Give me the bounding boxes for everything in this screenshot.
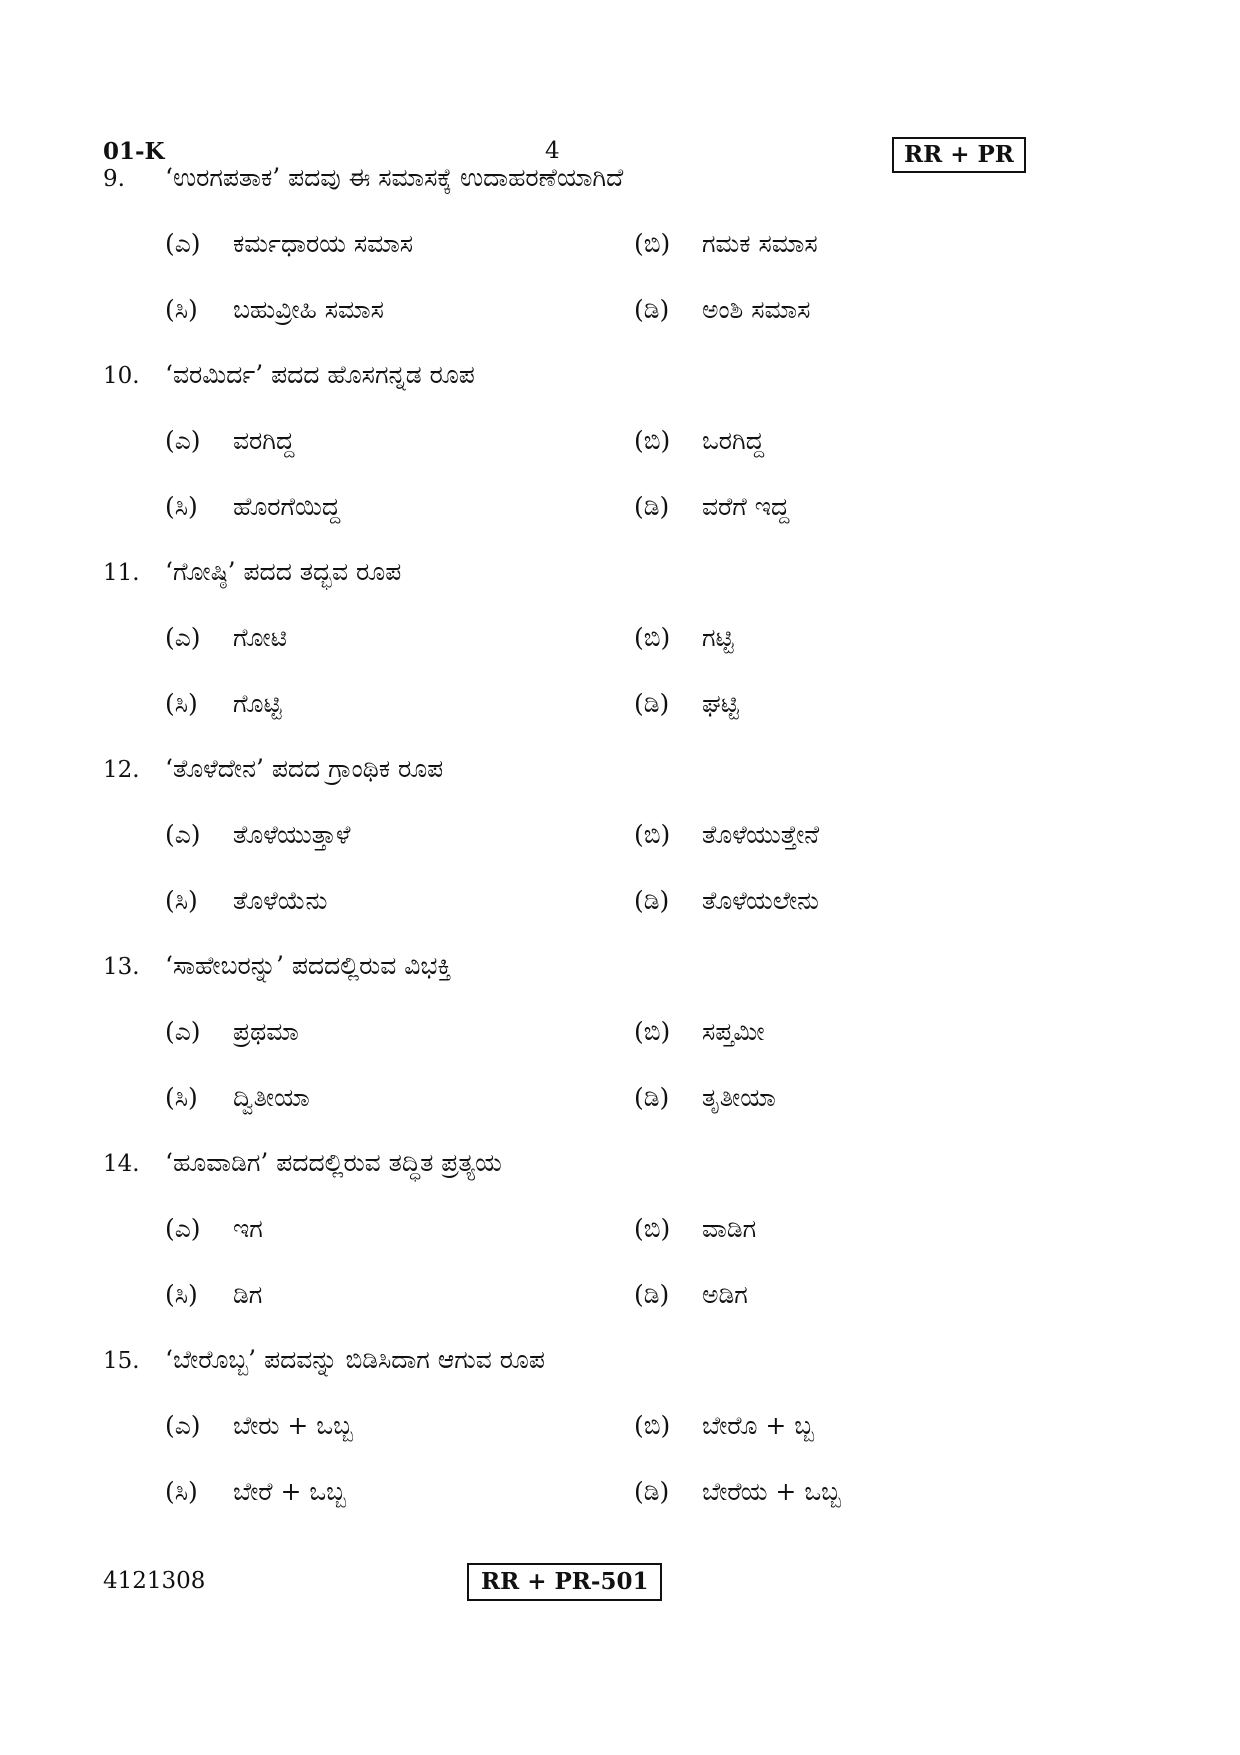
- question-number: 9.: [103, 166, 125, 192]
- question-number: 15.: [103, 1348, 140, 1374]
- option-text: ಅಂಶಿ ಸಮಾಸ: [702, 295, 811, 324]
- option-text: ಸಪ್ತಮೀ: [702, 1017, 765, 1046]
- option-a: [165, 1017, 634, 1047]
- option-label: (ಬಿ): [634, 1017, 671, 1046]
- option-c: [165, 1477, 634, 1507]
- option-d: [634, 1280, 1103, 1310]
- option-label: (ಡಿ): [634, 886, 670, 915]
- page-number: 4: [545, 138, 560, 164]
- option-label: (ಎ): [165, 1214, 201, 1243]
- footer-paper-box: RR + PR-501: [467, 1563, 662, 1601]
- option-a: [165, 820, 634, 850]
- option-label: (ಸಿ): [165, 1477, 198, 1506]
- question-12: [103, 754, 1103, 926]
- option-text: ದ್ವಿತೀಯಾ: [233, 1083, 310, 1112]
- option-text: ಬೇರೆಯ + ಒಬ್ಬ: [702, 1477, 841, 1506]
- question-number: 10.: [103, 363, 140, 389]
- question-text: ‘ತೊಳೆದೇನ’ ಪದದ ಗ್ರಾಂಥಿಕ ರೂಪ: [165, 754, 444, 783]
- option-text: ಬೇರು + ಒಬ್ಬ: [233, 1411, 353, 1440]
- option-b: [634, 1017, 1103, 1047]
- option-text: ಇಗ: [233, 1214, 263, 1243]
- option-text: ವರಗಿದ್ದ: [233, 426, 295, 455]
- question-13: [103, 951, 1103, 1123]
- option-c: [165, 886, 634, 916]
- option-text: ಕರ್ಮಧಾರಯ ಸಮಾಸ: [233, 229, 414, 258]
- option-label: (ಡಿ): [634, 1280, 670, 1309]
- option-text: ತೊಳೆಯೆನು: [233, 886, 328, 915]
- question-11: [103, 557, 1103, 729]
- paper-type-box: RR + PR: [892, 137, 1026, 173]
- option-d: [634, 886, 1103, 916]
- option-label: (ಬಿ): [634, 820, 671, 849]
- option-b: [634, 623, 1103, 653]
- option-d: [634, 492, 1103, 522]
- option-label: (ಎ): [165, 820, 201, 849]
- option-text: ಒರಗಿದ್ದ: [702, 426, 765, 455]
- option-b: [634, 820, 1103, 850]
- question-number: 14.: [103, 1151, 140, 1177]
- option-label: (ಸಿ): [165, 886, 198, 915]
- option-text: ಘಟ್ಟಿ: [702, 689, 739, 718]
- question-text: ‘ಉರಗಪತಾಕ’ ಪದವು ಈ ಸಮಾಸಕ್ಕೆ ಉದಾಹರಣೆಯಾಗಿದೆ: [165, 163, 624, 192]
- option-a: [165, 623, 634, 653]
- option-c: [165, 295, 634, 325]
- option-label: (ಬಿ): [634, 1411, 671, 1440]
- question-text: ‘ಹೂವಾಡಿಗ’ ಪದದಲ್ಲಿರುವ ತದ್ಧಿತ ಪ್ರತ್ಯಯ: [165, 1148, 502, 1177]
- question-15: [103, 1345, 1103, 1517]
- question-text: ‘ಬೇರೊಬ್ಬ’ ಪದವನ್ನು ಬಿಡಿಸಿದಾಗ ಆಗುವ ರೂಪ: [165, 1345, 545, 1374]
- question-14: [103, 1148, 1103, 1320]
- paper-code: 01-K: [103, 138, 165, 165]
- option-label: (ಸಿ): [165, 295, 198, 324]
- option-a: [165, 229, 634, 259]
- option-text: ಅಡಿಗ: [702, 1280, 748, 1309]
- option-label: (ಡಿ): [634, 1083, 670, 1112]
- option-b: [634, 229, 1103, 259]
- option-label: (ಡಿ): [634, 689, 670, 718]
- option-c: [165, 1280, 634, 1310]
- option-text: ಬೇರೆ + ಒಬ್ಬ: [233, 1477, 346, 1506]
- question-9: [103, 163, 1103, 335]
- option-d: [634, 1477, 1103, 1507]
- question-10: [103, 360, 1103, 532]
- option-label: (ಎ): [165, 1017, 201, 1046]
- question-number: 11.: [103, 560, 140, 586]
- option-label: (ಡಿ): [634, 492, 670, 521]
- option-c: [165, 492, 634, 522]
- option-label: (ಬಿ): [634, 623, 671, 652]
- question-text: ‘ಗೋಷ್ಠಿ’ ಪದದ ತದ್ಭವ ರೂಪ: [165, 557, 402, 586]
- option-c: [165, 1083, 634, 1113]
- question-text: ‘ವರಮಿರ್ದ’ ಪದದ ಹೊಸಗನ್ನಡ ರೂಪ: [165, 360, 475, 389]
- option-label: (ಸಿ): [165, 492, 198, 521]
- option-text: ವಾಡಿಗ: [702, 1214, 757, 1243]
- option-label: (ಸಿ): [165, 1280, 198, 1309]
- option-text: ಬಹುವ್ರೀಹಿ ಸಮಾಸ: [233, 295, 384, 324]
- option-text: ಗೋಟಿ: [233, 623, 288, 652]
- option-text: ಪ್ರಥಮಾ: [233, 1017, 299, 1046]
- option-label: (ಸಿ): [165, 689, 198, 718]
- option-text: ತೃತೀಯಾ: [702, 1083, 776, 1112]
- option-label: (ಎ): [165, 1411, 201, 1440]
- option-c: [165, 689, 634, 719]
- option-text: ವರೆಗೆ ಇದ್ದ: [702, 492, 790, 521]
- option-text: ತೊಳೆಯುತ್ತೇನೆ: [702, 820, 820, 849]
- option-label: (ಸಿ): [165, 1083, 198, 1112]
- option-text: ಗಟ್ಟಿ: [702, 623, 734, 652]
- option-d: [634, 689, 1103, 719]
- option-b: [634, 1411, 1103, 1441]
- footer-code: 4121308: [103, 1568, 206, 1594]
- option-text: ಗಮಕ ಸಮಾಸ: [702, 229, 818, 258]
- option-label: (ಬಿ): [634, 229, 671, 258]
- option-label: (ಎ): [165, 229, 201, 258]
- question-text: ‘ಸಾಹೇಬರನ್ನು’ ಪದದಲ್ಲಿರುವ ವಿಭಕ್ತಿ: [165, 951, 452, 980]
- option-d: [634, 295, 1103, 325]
- option-text: ಹೊರಗೆಯಿದ್ದ: [233, 492, 341, 521]
- question-number: 13.: [103, 954, 140, 980]
- option-text: ತೊಳೆಯಲೇನು: [702, 886, 820, 915]
- option-label: (ಎ): [165, 623, 201, 652]
- option-b: [634, 426, 1103, 456]
- question-number: 12.: [103, 757, 140, 783]
- option-b: [634, 1214, 1103, 1244]
- option-d: [634, 1083, 1103, 1113]
- option-label: (ಬಿ): [634, 1214, 671, 1243]
- option-label: (ಎ): [165, 426, 201, 455]
- option-text: ಡಿಗ: [233, 1280, 263, 1309]
- option-label: (ಬಿ): [634, 426, 671, 455]
- option-label: (ಡಿ): [634, 295, 670, 324]
- option-a: [165, 426, 634, 456]
- option-text: ಬೇರೊ + ಬ್ಬ: [702, 1411, 815, 1440]
- option-text: ತೊಳೆಯುತ್ತಾಳೆ: [233, 820, 351, 849]
- option-label: (ಡಿ): [634, 1477, 670, 1506]
- option-a: [165, 1411, 634, 1441]
- option-a: [165, 1214, 634, 1244]
- option-text: ಗೊಟ್ಟಿ: [233, 689, 282, 718]
